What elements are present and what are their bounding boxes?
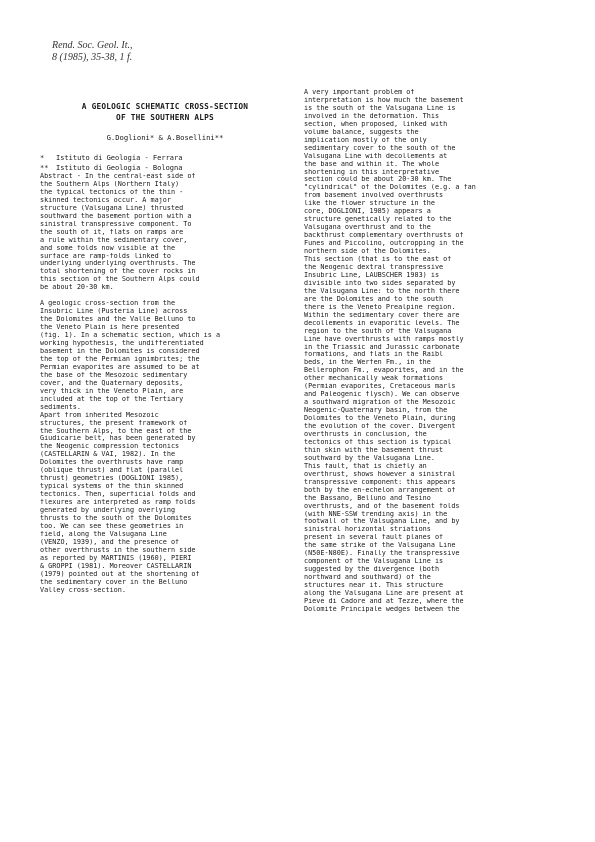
text-line: Dolomite Principale wedges between the xyxy=(304,605,460,613)
journal-ref-line: Rend. Soc. Geol. It., xyxy=(52,40,133,51)
text-line: interpretation is how much the basement xyxy=(304,96,464,104)
text-line: northward and southward) of the xyxy=(304,574,431,582)
text-line: decollements in evaporitic levels. The xyxy=(304,319,460,327)
text-line: a rule within the sedimentary cover, xyxy=(40,236,188,244)
text-line: structure (Valsugana Line) thrusted xyxy=(40,204,184,212)
text-line: (with NNE-SSW trending axis) in the xyxy=(304,510,448,518)
left-column-text xyxy=(40,173,290,595)
affiliation-text: Istituto di Geologia - Ferrara xyxy=(56,154,183,162)
text-line: generated by underlying overlying xyxy=(40,507,176,515)
text-line: (fig. 1). In a schematic section, which is a xyxy=(40,332,221,340)
text-line: thrusts to the south of the Dolomites xyxy=(40,514,192,522)
text-line: like the flower structure in the xyxy=(304,200,435,208)
text-line: Apart from inherited Mesozoic xyxy=(40,411,159,419)
text-line: core, DOGLIONI, 1985) appears a xyxy=(304,208,431,216)
text-line: structure genetically related to the xyxy=(304,216,452,224)
text-line: Neogenic-Quaternary basin, from the xyxy=(304,407,448,415)
paper-title xyxy=(40,101,290,123)
text-line: the same strike of the Valsugana Line xyxy=(304,542,456,550)
text-line: section, when proposed, linked with xyxy=(304,120,448,128)
text-line: region to the south of the Valsugana xyxy=(304,327,452,335)
paper-authors: G.Doglioni* & A.Bosellini** xyxy=(106,133,224,142)
text-line: Giudicarie belt, has been generated by xyxy=(40,435,196,443)
text-line: very thick in the Veneto Plain, are xyxy=(40,387,184,395)
text-line: basement in the Dolomites is considered xyxy=(40,347,200,355)
text-line: the base and within it. The whole xyxy=(304,160,440,168)
text-line: underlying underlying overthrusts. The xyxy=(40,260,196,268)
affiliation-mark: * xyxy=(40,154,45,162)
text-line: the evolution of the cover. Divergent xyxy=(304,423,456,431)
title-line: OF THE SOUTHERN ALPS xyxy=(116,113,214,122)
text-line: tectonics. Then, superficial folds and xyxy=(40,491,196,499)
text-line: thrust) geometries (DOGLIONI 1985), xyxy=(40,475,184,483)
text-line: southward by the Valsugana Line. xyxy=(304,454,435,462)
text-line: and some folds now visible at the xyxy=(40,244,176,252)
title-line: A GEOLOGIC SCHEMATIC CROSS-SECTION xyxy=(81,102,249,111)
text-line: total shortening of the cover rocks in xyxy=(40,268,196,276)
text-line: the top of the Permian ignimbrites; the xyxy=(40,355,200,363)
affiliation xyxy=(40,153,290,163)
text-line: the Southern Alps, to the east of the xyxy=(40,427,192,435)
text-line: overthrusts in conclusion, the xyxy=(304,430,427,438)
text-line: transpressive component: this appears xyxy=(304,478,456,486)
text-line: the sedimentary cover in the Belluno xyxy=(40,578,188,586)
text-line: footwall of the Valsugana Line, and by xyxy=(304,518,460,526)
journal-ref-line: 8 (1985), 35-38, 1 f. xyxy=(52,52,133,63)
text-line: thin skin with the basement thrust xyxy=(304,446,444,454)
right-column-text xyxy=(304,89,558,614)
text-line: sedimentary cover to the south of the xyxy=(304,144,456,152)
text-line: skinned tectonics occur. A major xyxy=(40,196,171,204)
text-line: tectonics of this section is typical xyxy=(304,438,452,446)
text-line: along the Valsugana Line are present at xyxy=(304,590,464,598)
text-line: Funes and Piccolino, outcropping in the xyxy=(304,240,464,248)
text-line: Valsugana overthrust and to the xyxy=(304,224,431,232)
text-line: Bellerophon Fm., evaporites, and in the xyxy=(304,367,464,375)
text-line: implication mostly of the only xyxy=(304,136,427,144)
text-line: A very important problem of xyxy=(304,89,415,96)
text-line: Abstract - In the central-east side of xyxy=(40,173,196,180)
text-line: Pieve di Cadore and at Tezze, where the xyxy=(304,598,464,605)
affiliation-text: Istituto di Geologia - Bologna xyxy=(56,164,183,172)
text-line: overthrusts, and of the basement folds xyxy=(304,502,460,510)
text-line: (VENZO, 1939), and the presence of xyxy=(40,538,180,546)
text-line: (1979) pointed out at the shortening of xyxy=(40,570,200,578)
affiliation xyxy=(40,163,290,173)
text-line: a southward migration of the Mesozoic xyxy=(304,399,456,407)
text-line: (oblique thrust) and flat (parallel xyxy=(40,467,184,475)
text-line: this section of the Southern Alps could xyxy=(40,276,200,284)
text-line: structures, the present framework of xyxy=(40,419,188,427)
text-line: field, along the Valsugana Line xyxy=(40,530,167,538)
text-line: shortening in this interpretative xyxy=(304,168,440,176)
text-line: present in several fault planes of xyxy=(304,534,444,542)
text-line: (Permian evaporites, Cretaceous marls xyxy=(304,383,456,391)
journal-reference xyxy=(52,40,133,64)
text-line: Insubric Line (Pusteria Line) across xyxy=(40,308,188,316)
text-line: (N50E-N80E). Finally the transpressive xyxy=(304,550,460,558)
affiliations xyxy=(40,153,290,173)
text-line: Line have overthrusts with ramps mostly xyxy=(304,335,464,343)
text-line: Dolomites to the Veneto Plain, during xyxy=(304,415,456,423)
text-line: sinistral horizontal striations xyxy=(304,526,431,534)
text-line: volume balance, suggests the xyxy=(304,128,419,136)
text-line: Valsugana Line with decollements at xyxy=(304,152,448,160)
text-line: are the Dolomites and to the south xyxy=(304,295,444,303)
text-line: Insubric Line, LAUBSCHER 1983) is xyxy=(304,271,440,279)
text-line: Permian evaporites are assumed to be at xyxy=(40,363,200,371)
text-line: Within the sedimentary cover there are xyxy=(304,311,460,319)
text-line: backthrust complementary overthrusts of xyxy=(304,232,464,240)
text-line: other overthrusts in the southern side xyxy=(40,546,196,554)
text-line xyxy=(40,292,290,300)
text-line: typical systems of the thin skinned xyxy=(40,483,184,491)
text-line: "cylindrical" of the Dolomites (e.g. a fan xyxy=(304,184,476,192)
text-line: the Bassano, Belluno and Tesino xyxy=(304,494,431,502)
text-line: included at the top of the Tertiary xyxy=(40,395,184,403)
text-line: working hypothesis, the undifferentiated xyxy=(40,340,204,348)
text-line: the Southern Alps (Northern Italy) xyxy=(40,180,180,188)
text-line: surface are ramp-folds linked to xyxy=(40,252,171,260)
text-line: the Neogenic dextral transpressive xyxy=(304,263,444,271)
text-line: component of the Valsugana Line is xyxy=(304,558,444,566)
text-line: southward the basement portion with a xyxy=(40,212,192,220)
text-line: This fault, that is chiefly an xyxy=(304,462,427,470)
text-line: sinistral transpressive component. To xyxy=(40,220,192,228)
text-line: (CASTELLARIN & VAI, 1982). In the xyxy=(40,451,176,459)
text-line: This section (that is to the east of xyxy=(304,256,452,264)
text-line: too. We can see these geometries in xyxy=(40,522,184,530)
text-line: there is the Veneto Prealpine region. xyxy=(304,303,456,311)
text-line: be about 20-30 km. xyxy=(40,284,114,292)
text-line: the Dolomites and the Valle Belluno to xyxy=(40,316,196,324)
text-line: the base of the Mesozoic sedimentary xyxy=(40,371,188,379)
text-line: section could be about 20-30 km. The xyxy=(304,176,452,184)
text-line: the south of it, flats on ramps are xyxy=(40,228,184,236)
text-line: the Valsugana Line: to the north there xyxy=(304,287,460,295)
text-line: divisible into two sides separated by xyxy=(304,279,456,287)
text-line: cover, and the Quaternary deposits, xyxy=(40,379,184,387)
text-line: northern side of the Dolomites. xyxy=(304,248,431,256)
text-line: and Paleogenic flysch). We can observe xyxy=(304,391,460,399)
text-line: overthrust, shows however a sinistral xyxy=(304,470,456,478)
affiliation-mark: ** xyxy=(40,164,49,172)
text-line: from basement involved overthrusts xyxy=(304,192,444,200)
text-line: in the Triassic and Jurassic carbonate xyxy=(304,343,460,351)
text-line: the Neogenic compression tectonics xyxy=(40,443,180,451)
text-line: A geologic cross-section from the xyxy=(40,300,176,308)
text-line: flexures are interpreted as ramp folds xyxy=(40,499,196,507)
text-line: is the south of the Valsugana Line is xyxy=(304,104,456,112)
text-line: involved in the deformation. This xyxy=(304,112,440,120)
text-line: suggested by the divergence (both xyxy=(304,566,440,574)
text-line: beds, in the Werfen Fm., in the xyxy=(304,359,431,367)
text-line: & GROPPI (1981). Moreover CASTELLARIN xyxy=(40,562,192,570)
text-line: the Veneto Plain is here presented xyxy=(40,324,180,332)
text-line: formations, and flats in the Raibl xyxy=(304,351,444,359)
text-line: as reported by MARTINIS (1960), PIERI xyxy=(40,554,192,562)
text-line: both by the en-echelon arrangement of xyxy=(304,486,456,494)
text-line: other mechanically weak formations xyxy=(304,375,444,383)
text-line: the typical tectonics of the thin - xyxy=(40,188,184,196)
text-line: structures near it. This structure xyxy=(304,582,444,590)
text-line: sediments. xyxy=(40,403,81,411)
text-line: Dolomites the overthrusts have ramp xyxy=(40,459,184,467)
text-line: Valley cross-section. xyxy=(40,586,126,594)
